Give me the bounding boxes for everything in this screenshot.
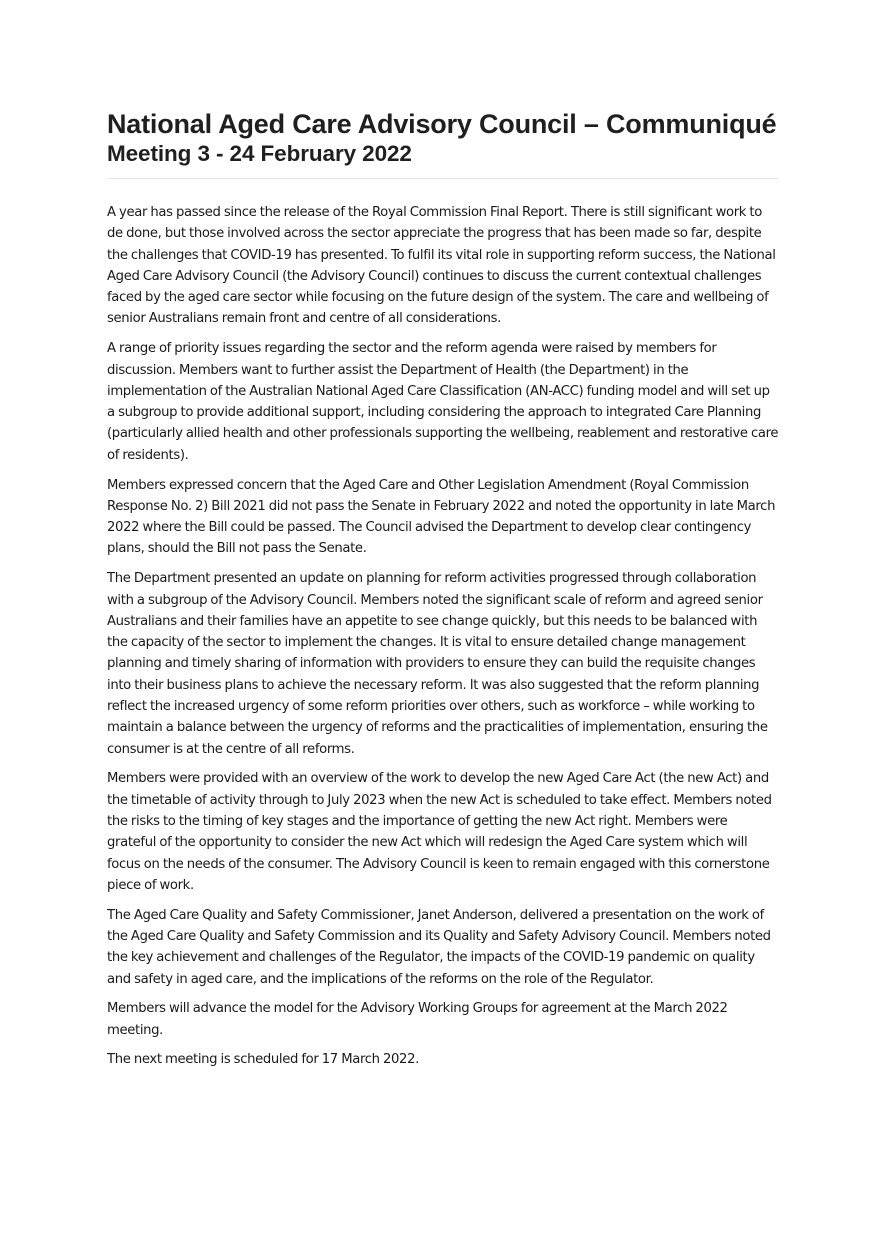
document-title: National Aged Care Advisory Council – Communiqué: [107, 109, 777, 139]
paragraph: Members expressed concern that the Aged Care and Other Legislation Amendment (Royal Commission Response No. 2) Bill 2021 did not pass the Senate in February 2022 and noted the opportunity in late March 2022 where the Bill could be passed. The Council advised the Department to develop clear contingency plans, should the Bill not pass the Senate.: [107, 477, 776, 557]
document-body: [107, 202, 779, 1071]
paragraph: A year has passed since the release of the Royal Commission Final Report. There is still significant work to de done, but those involved across the sector appreciate the progress that has been made so far, despite the challenges that COVID-19 has presented. To fulfil its vital role in supporting reform success, the National Aged Care Advisory Council (the Advisory Council) continues to discuss the current contextual challenges faced by the aged care sector while focusing on the future design of the system. The care and wellbeing of senior Australians remain front and centre of all considerations.: [107, 205, 776, 327]
paragraph: A range of priority issues regarding the sector and the reform agenda were raised by members for discussion. Members want to further assist the Department of Health (the Department) in the implementation of the Australian National Aged Care Classification (AN-ACC) funding model and will set up a subgroup to provide additional support, including considering the approach to integrated Care Planning (particularly allied health and other professionals supporting the wellbeing, reablement and restorative care of residents).: [107, 341, 779, 463]
document-heading: [107, 108, 779, 168]
paragraph: Members were provided with an overview of the work to develop the new Aged Care Act (the new Act) and the timetable of activity through to July 2023 when the new Act is scheduled to take effect. Members noted the risks to the timing of key stages and the importance of getting the new Act right. Members were grateful of the opportunity to consider the new Act which will redesign the Aged Care system which will focus on the needs of the consumer. The Advisory Council is keen to remain engaged with this cornerstone piece of work.: [107, 771, 772, 893]
document-page: [107, 108, 779, 1079]
paragraph: Members will advance the model for the Advisory Working Groups for agreement at the March 2022 meeting.: [107, 1001, 728, 1038]
paragraph: The next meeting is scheduled for 17 March 2022.: [107, 1052, 419, 1068]
paragraph: The Department presented an update on planning for reform activities progressed through collaboration with a subgroup of the Advisory Council. Members noted the significant scale of reform and agreed senior Australians and their families have an appetite to see change quickly, but this needs to be balanced with the capacity of the sector to implement the changes. It is vital to ensure detailed change management planning and timely sharing of information with providers to ensure they can build the requisite changes into their business plans to achieve the necessary reform. It was also suggested that the reform planning reflect the increased urgency of some reform priorities over others, such as workforce – while working to maintain a balance between the urgency of reforms and the practicalities of implementation, ensuring the consumer is at the centre of all reforms.: [107, 571, 768, 757]
document-subtitle: Meeting 3 - 24 February 2022: [107, 141, 412, 166]
paragraph: The Aged Care Quality and Safety Commissioner, Janet Anderson, delivered a presentation on the work of the Aged Care Quality and Safety Commission and its Quality and Safety Advisory Council. Members noted the key achievement and challenges of the Regulator, the impacts of the COVID-19 pandemic on quality and safety in aged care, and the implications of the reforms on the role of the Regulator.: [107, 907, 771, 987]
heading-divider: [107, 178, 779, 179]
